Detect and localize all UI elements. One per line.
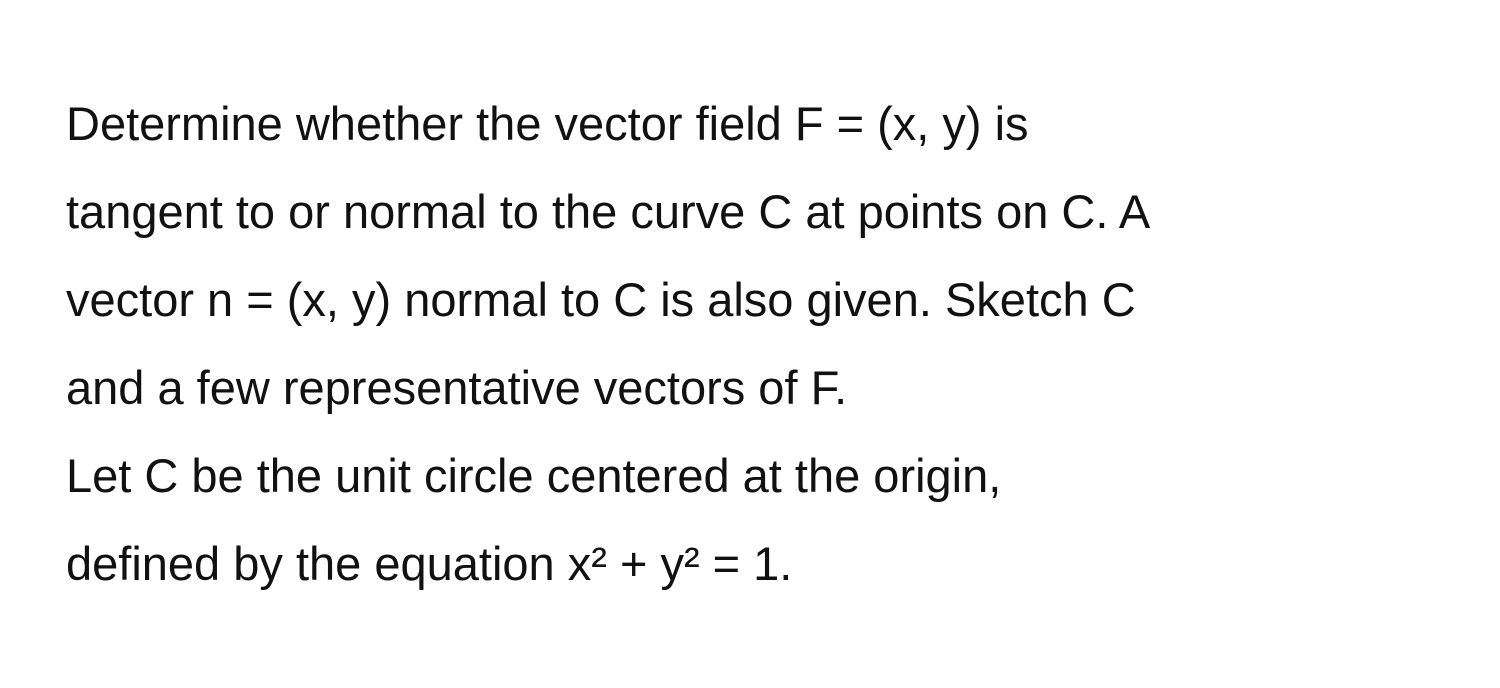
problem-line-2: tangent to or normal to the curve C at points on C. A	[66, 185, 1151, 238]
problem-text	[66, 80, 1466, 608]
problem-line-5: Let C be the unit circle centered at the origin,	[66, 449, 1002, 502]
problem-line-6: defined by the equation x² + y² = 1.	[66, 537, 793, 590]
problem-line-3: vector n = (x, y) normal to C is also given. Sketch C	[66, 273, 1136, 326]
problem-line-4: and a few representative vectors of F.	[66, 361, 848, 414]
problem-line-1: Determine whether the vector field F = (x, y) is	[66, 97, 1029, 150]
